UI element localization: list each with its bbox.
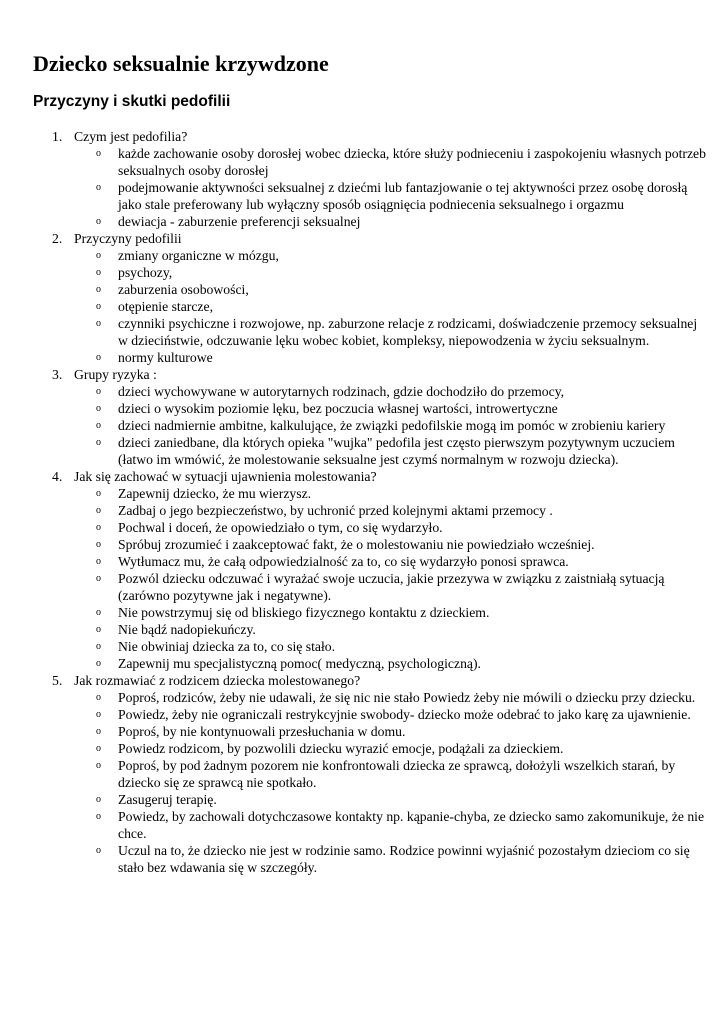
circle-bullet-icon: o — [96, 726, 101, 737]
circle-bullet-icon: o — [96, 505, 101, 516]
section-title: Grupy ryzyka : — [74, 367, 157, 382]
circle-bullet-icon: o — [96, 267, 101, 278]
list-item — [0, 179, 724, 213]
list-item — [0, 502, 724, 519]
section-title: Jak się zachować w sytuacji ujawnienia molestowania? — [74, 469, 377, 484]
bullet-list — [0, 247, 724, 366]
circle-bullet-icon: o — [96, 403, 101, 414]
circle-bullet-icon: o — [96, 352, 101, 363]
list-item-text: Spróbuj zrozumieć i zaakceptować fakt, że o molestowaniu nie powiedziało wcześniej. — [118, 537, 595, 552]
bullet-list — [0, 689, 724, 876]
circle-bullet-icon: o — [96, 845, 101, 856]
list-item-text: Nie obwiniaj dziecka za to, co się stało. — [118, 639, 336, 654]
circle-bullet-icon: o — [96, 607, 101, 618]
page-title: Dziecko seksualnie krzywdzone — [33, 51, 329, 76]
list-item — [0, 655, 724, 672]
list-item — [0, 349, 724, 366]
list-item-text: zmiany organiczne w mózgu, — [118, 248, 279, 263]
list-item-text: dewiacja - zaburzenie preferencji seksualnej — [118, 214, 361, 229]
list-item — [0, 706, 724, 723]
list-item — [0, 434, 724, 468]
list-item — [0, 485, 724, 502]
list-item — [0, 842, 724, 876]
circle-bullet-icon: o — [96, 148, 101, 159]
circle-bullet-icon: o — [96, 182, 101, 193]
list-item — [0, 791, 724, 808]
section-heading — [0, 230, 724, 247]
section-heading — [0, 672, 724, 689]
circle-bullet-icon: o — [96, 794, 101, 805]
circle-bullet-icon: o — [96, 658, 101, 669]
list-item — [0, 400, 724, 417]
list-item — [0, 519, 724, 536]
section-heading — [0, 468, 724, 485]
outline-section — [0, 366, 724, 468]
list-item — [0, 621, 724, 638]
circle-bullet-icon: o — [96, 522, 101, 533]
list-item-text: dzieci nadmiernie ambitne, kalkulujące, że związki pedofilskie mogą im pomóc w zrobieniu kariery — [118, 418, 666, 433]
circle-bullet-icon: o — [96, 250, 101, 261]
list-item-text: otępienie starcze, — [118, 299, 213, 314]
list-item-text: każde zachowanie osoby dorosłej wobec dziecka, które służy podnieceniu i zaspokojeniu własnych potrzeb seksualnych osoby dorosłej — [118, 146, 706, 178]
list-item-text: podejmowanie aktywności seksualnej z dziećmi lub fantazjowanie o tej aktywności przez osobę dorosłą jako stale preferowany lub wyłączny sposób osiągnięcia podniecenia seksualnego i orgazmu — [118, 180, 688, 212]
list-item-text: Poproś, rodziców, żeby nie udawali, że się nic nie stało Powiedz żeby nie mówili o dziecku przy dziecku. — [118, 690, 696, 705]
section-heading — [0, 366, 724, 383]
list-item-text: Uczul na to, że dziecko nie jest w rodzinie samo. Rodzice powinni wyjaśnić pozostałym dzieciom co się stało bez wdawania się w szczegóły. — [118, 843, 690, 875]
list-item — [0, 264, 724, 281]
section-number: 1. — [52, 129, 63, 144]
list-item-text: Nie bądź nadopiekuńczy. — [118, 622, 256, 637]
list-item-text: Nie powstrzymuj się od bliskiego fizycznego kontaktu z dzieckiem. — [118, 605, 490, 620]
circle-bullet-icon: o — [96, 216, 101, 227]
list-item-text: Zapewnij mu specjalistyczną pomoc( medyczną, psychologiczną). — [118, 656, 481, 671]
list-item-text: Powiedz, żeby nie ograniczali restrykcyjnie swobody- dziecko może odebrać to jako karę za ujawnienie. — [118, 707, 691, 722]
list-item-text: Poproś, by pod żadnym pozorem nie konfrontowali dziecka ze sprawcą, dołożyli wszelkich starań, by dziecko się ze sprawcą nie spotkało. — [118, 758, 676, 790]
list-item — [0, 570, 724, 604]
circle-bullet-icon: o — [96, 301, 101, 312]
numbered-outline — [0, 128, 724, 876]
circle-bullet-icon: o — [96, 386, 101, 397]
list-item — [0, 213, 724, 230]
list-item-text: Zapewnij dziecko, że mu wierzysz. — [118, 486, 312, 501]
section-number: 2. — [52, 231, 63, 246]
list-item-text: Poproś, by nie kontynuowali przesłuchania w domu. — [118, 724, 406, 739]
list-item — [0, 740, 724, 757]
list-item-text: Pozwól dziecku odczuwać i wyrażać swoje uczucia, jakie przezywa w związku z zaistniałą sytuacją (zarówno pozytywne jak i negatywne). — [118, 571, 665, 603]
list-item-text: Zadbaj o jego bezpieczeństwo, by uchronić przed kolejnymi aktami przemocy . — [118, 503, 553, 518]
circle-bullet-icon: o — [96, 624, 101, 635]
list-item — [0, 281, 724, 298]
list-item-text: Powiedz rodzicom, by pozwolili dziecku wyrazić emocje, podążali za dzieckiem. — [118, 741, 564, 756]
list-item-text: Wytłumacz mu, że całą odpowiedzialność za to, co się wydarzyło ponosi sprawca. — [118, 554, 569, 569]
list-item — [0, 145, 724, 179]
section-number: 5. — [52, 673, 63, 688]
list-item — [0, 247, 724, 264]
list-item — [0, 757, 724, 791]
list-item — [0, 383, 724, 400]
list-item — [0, 604, 724, 621]
circle-bullet-icon: o — [96, 573, 101, 584]
section-heading — [0, 128, 724, 145]
section-title: Jak rozmawiać z rodzicem dziecka molestowanego? — [74, 673, 361, 688]
list-item — [0, 553, 724, 570]
section-number: 4. — [52, 469, 63, 484]
outline-section — [0, 672, 724, 876]
circle-bullet-icon: o — [96, 556, 101, 567]
list-item — [0, 417, 724, 434]
list-item-text: psychozy, — [118, 265, 173, 280]
circle-bullet-icon: o — [96, 318, 101, 329]
circle-bullet-icon: o — [96, 284, 101, 295]
list-item-text: Pochwal i doceń, że opowiedziało o tym, co się wydarzyło. — [118, 520, 443, 535]
list-item-text: Powiedz, by zachowali dotychczasowe kontakty np. kąpanie-chyba, ze dziecko samo zakomunikuje, że nie chce. — [118, 809, 705, 841]
circle-bullet-icon: o — [96, 709, 101, 720]
circle-bullet-icon: o — [96, 437, 101, 448]
circle-bullet-icon: o — [96, 692, 101, 703]
circle-bullet-icon: o — [96, 420, 101, 431]
page-subtitle: Przyczyny i skutki pedofilii — [33, 93, 231, 110]
list-item-text: zaburzenia osobowości, — [118, 282, 249, 297]
list-item-text: dzieci o wysokim poziomie lęku, bez poczucia własnej wartości, introwertyczne — [118, 401, 558, 416]
list-item-text: normy kulturowe — [118, 350, 213, 365]
bullet-list — [0, 145, 724, 230]
list-item — [0, 315, 724, 349]
list-item-text: dzieci zaniedbane, dla których opieka "wujka" pedofila jest często pierwszym pozytywnym uczuciem (łatwo im wmówić, że molestowanie seksualne jest czymś normalnym w rozwoju dziecka). — [118, 435, 675, 467]
list-item-text: czynniki psychiczne i rozwojowe, np. zaburzone relacje z rodzicami, doświadczenie przemocy seksualnej w dzieciństwie, odczuwanie lęku wobec kobiet, kompleksy, niepowodzenia w życiu seksualnym. — [118, 316, 698, 348]
list-item — [0, 808, 724, 842]
section-number: 3. — [52, 367, 63, 382]
list-item-text: Zasugeruj terapię. — [118, 792, 217, 807]
section-title: Czym jest pedofilia? — [74, 129, 188, 144]
outline-section — [0, 128, 724, 230]
section-title: Przyczyny pedofilii — [74, 231, 182, 246]
list-item-text: dzieci wychowywane w autorytarnych rodzinach, gdzie dochodziło do przemocy, — [118, 384, 565, 399]
circle-bullet-icon: o — [96, 641, 101, 652]
list-item — [0, 298, 724, 315]
bullet-list — [0, 383, 724, 468]
circle-bullet-icon: o — [96, 760, 101, 771]
list-item — [0, 536, 724, 553]
list-item — [0, 689, 724, 706]
outline-section — [0, 230, 724, 366]
outline-section — [0, 468, 724, 672]
list-item — [0, 638, 724, 655]
circle-bullet-icon: o — [96, 539, 101, 550]
circle-bullet-icon: o — [96, 811, 101, 822]
circle-bullet-icon: o — [96, 488, 101, 499]
bullet-list — [0, 485, 724, 672]
circle-bullet-icon: o — [96, 743, 101, 754]
list-item — [0, 723, 724, 740]
